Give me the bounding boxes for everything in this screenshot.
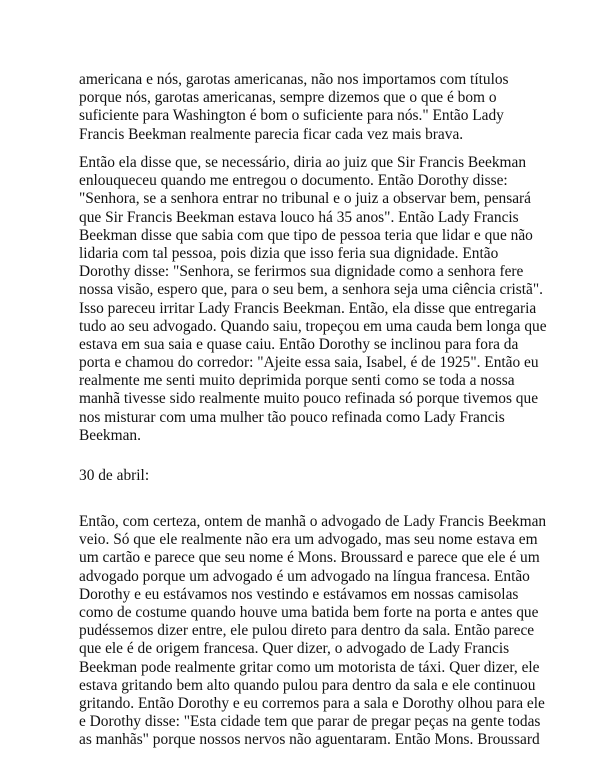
text-line: advogado porque um advogado é um advogado na língua francesa. Então [79, 567, 530, 585]
text-line: Beekman pode realmente gritar como um motorista de táxi. Quer dizer, ele [79, 658, 540, 676]
text-line: nos misturar com uma mulher tão pouco refinada como Lady Francis [79, 408, 505, 426]
date-heading [79, 467, 529, 485]
text-line: manhã tivesse sido realmente muito pouco refinada só porque tivemos que [79, 390, 539, 408]
text-line: que ele é de origem francesa. Quer dizer, o advogado de Lady Francis [79, 640, 510, 658]
text-line: lidaria com tal pessoa, pois dizia que isso feria sua dignidade. Então [79, 244, 499, 262]
text-line: americana e nós, garotas americanas, não nos importamos com títulos [79, 71, 509, 88]
text-line: porta e chamou do corredor: "Ajeite essa saia, Isabel, é de 1925". Então eu [79, 354, 539, 372]
text-line: que Sir Francis Beekman estava louco há 35 anos". Então Lady Francis [79, 208, 519, 226]
text-line: enlouqueceu quando me entregou o documento. Então Dorothy disse: [79, 172, 508, 190]
text-line: Dorothy e eu estávamos nos vestindo e estávamos em nossas camisolas [79, 585, 519, 603]
text-line: 30 de abril: [79, 467, 150, 484]
text-line: pudéssemos dizer entre, ele pulou direto para dentro da sala. Então parece [79, 622, 535, 640]
text-line: Então, com certeza, ontem de manhã o advogado de Lady Francis Beekman [79, 513, 547, 530]
text-line: estava gritando bem alto quando pulou para dentro da sala e ele continuou [79, 676, 536, 694]
text-line: como de costume quando houve uma batida bem forte na porta e antes que [79, 603, 539, 621]
text-line: realmente me senti muito deprimida porque senti como se toda a nossa [79, 372, 515, 390]
text-line: gritando. Então Dorothy e eu corremos para a sala e Dorothy olhou para ele [79, 694, 545, 712]
text-line: um cartão e parece que seu nome é Mons. Broussard e parece que ele é um [79, 549, 540, 567]
text-line: tudo ao seu advogado. Quando saiu, tropeçou em uma cauda bem longa que [79, 317, 547, 335]
text-line: Beekman disse que sabia com que tipo de pessoa teria que lidar e que não [79, 226, 533, 244]
text-line: Dorothy disse: "Senhora, se ferirmos sua dignidade como a senhora fere [79, 263, 524, 281]
text-line: "Senhora, se a senhora entrar no tribunal e o juiz a observar bem, pensará [79, 190, 532, 208]
text-line: as manhãs" porque nossos nervos não aguentaram. Então Mons. Broussard [79, 731, 540, 749]
text-line: nossa visão, espero que, para o seu bem, a senhora seja uma ciência cristã". [79, 281, 543, 299]
text-line: estava em sua saia e quase caiu. Então Dorothy se inclinou para fora da [79, 335, 519, 353]
text-line: Isso pareceu irritar Lady Francis Beekman. Então, ela disse que entregaria [79, 299, 537, 317]
paragraph-3 [79, 513, 547, 749]
text-line: suficiente para Washington é bom o suficiente para nós." Então Lady [79, 107, 504, 125]
paragraph-2 [79, 154, 547, 445]
text-line: Francis Beekman realmente parecia ficar cada vez mais brava. [79, 125, 464, 143]
text-line: Então ela disse que, se necessário, diria ao juiz que Sir Francis Beekman [79, 154, 527, 171]
text-line: e Dorothy disse: "Esta cidade tem que parar de pregar peças na gente todas [79, 713, 541, 731]
text-line: Beekman. [79, 426, 141, 444]
text-line: veio. Só que ele realmente não era um advogado, mas seu nome estava em [79, 531, 538, 549]
text-line: porque nós, garotas americanas, sempre dizemos que o que é bom o [79, 89, 497, 107]
paragraph-1 [79, 71, 529, 144]
